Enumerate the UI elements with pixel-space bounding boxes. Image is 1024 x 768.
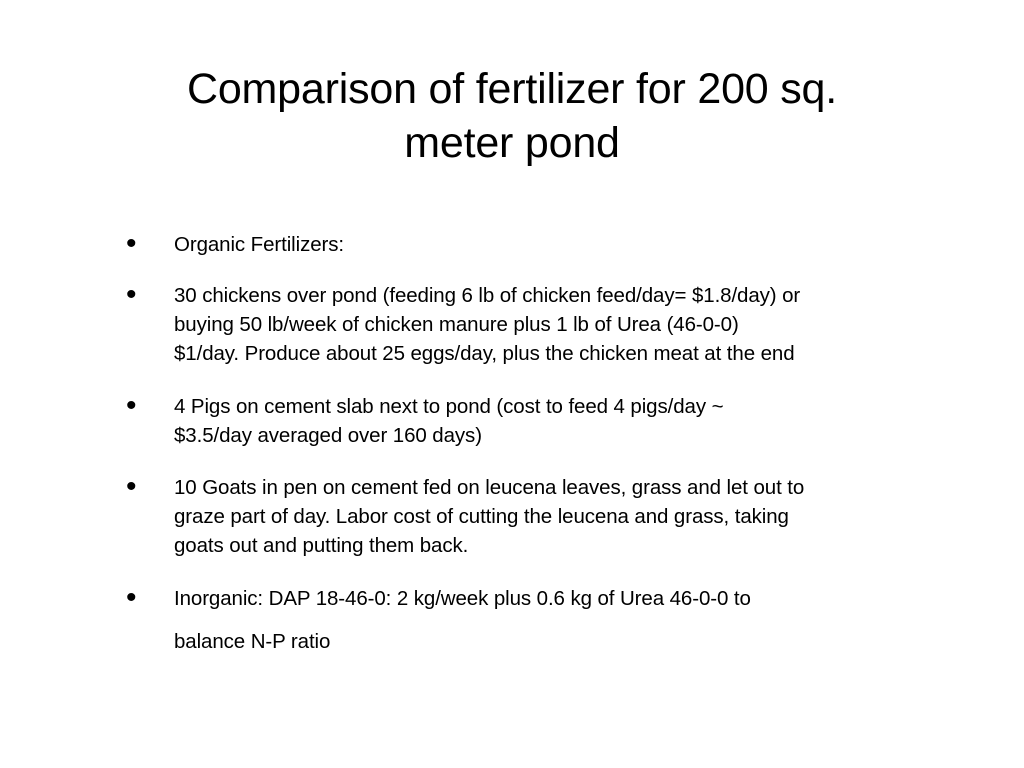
bullet-line: buying 50 lb/week of chicken manure plus 1 lb of Urea (46-0-0) [174, 313, 739, 336]
bullet-line: 4 Pigs on cement slab next to pond (cost to feed 4 pigs/day ~ [174, 395, 724, 418]
bullet-marker: • [126, 389, 137, 422]
bullet-line: $3.5/day averaged over 160 days) [174, 424, 482, 447]
bullet-text [174, 230, 944, 259]
bullet-line: goats out and putting them back. [174, 534, 469, 557]
bullet-line: balance N-P ratio [174, 630, 331, 653]
bullet-marker: • [126, 227, 137, 260]
bullet-text [174, 281, 944, 368]
bullet-text [174, 392, 944, 450]
slide-title [80, 62, 944, 170]
bullet-line: 30 chickens over pond (feeding 6 lb of chicken feed/day= $1.8/day) or [174, 284, 801, 307]
bullet-line: $1/day. Produce about 25 eggs/day, plus the chicken meat at the end [174, 342, 795, 365]
bullet-line: graze part of day. Labor cost of cutting the leucena and grass, taking [174, 505, 789, 528]
bullet-line: Inorganic: DAP 18-46-0: 2 kg/week plus 0.6 kg of Urea 46-0-0 to [174, 587, 751, 610]
bullet-text [174, 473, 944, 560]
bullet-line: Organic Fertilizers: [174, 233, 345, 256]
slide-title-line-1: Comparison of fertilizer for 200 sq. [186, 65, 838, 113]
bullet-line: 10 Goats in pen on cement fed on leucena leaves, grass and let out to [174, 476, 805, 499]
bullet-text [174, 584, 944, 656]
bullet-marker: • [126, 470, 137, 503]
slide-title-line-2: meter pond [404, 119, 620, 167]
bullet-marker: • [126, 581, 137, 614]
bullet-marker: • [126, 278, 137, 311]
